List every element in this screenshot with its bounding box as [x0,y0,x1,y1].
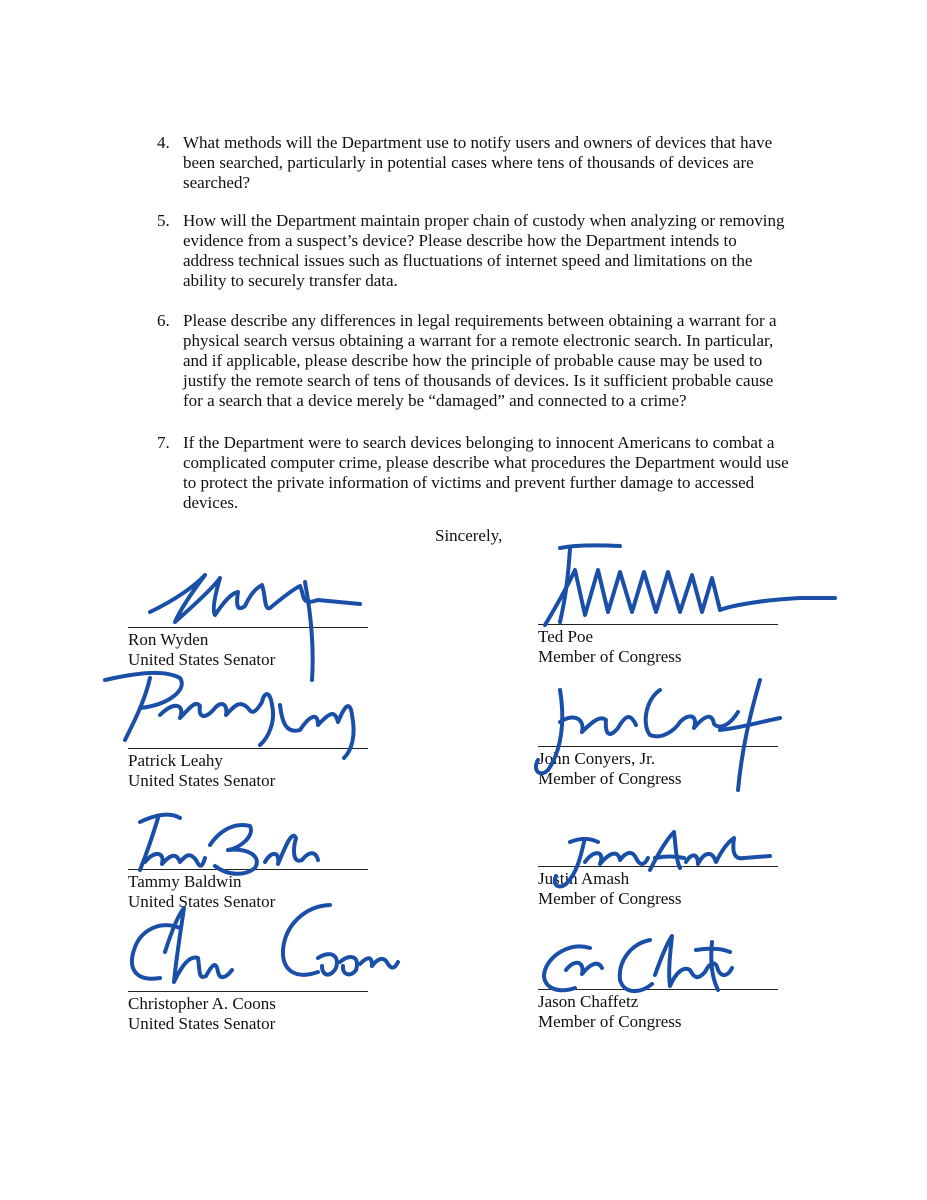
signatory-name: Justin Amash [538,869,630,888]
signature-coons-ink [132,905,398,982]
signature-line [538,746,778,747]
signature-leahy-ink [105,673,354,758]
signatory-title: Member of Congress [538,1012,682,1031]
signatory-name: Jason Chaffetz [538,992,639,1011]
signature-line [128,991,368,992]
closing-salutation: Sincerely, [435,526,503,545]
signature-line [128,627,368,628]
signature-line [128,748,368,749]
question-text [183,433,817,513]
signature-poe-ink [545,545,835,625]
signatory-name: Christopher A. Coons [128,994,276,1013]
question-text [183,311,817,411]
signatory-title: Member of Congress [538,889,682,908]
signatory-name: Tammy Baldwin [128,872,242,891]
question-line: Please describe any differences in legal requirements between obtaining a warrant for a [183,311,777,330]
question-line: What methods will the Department use to notify users and owners of devices that have [183,133,773,152]
question-number: 5. [157,211,170,230]
signatory-title: United States Senator [128,892,276,911]
question-line: been searched, particularly in potential cases where tens of thousands of devices are [183,153,754,172]
question-line: justify the remote search of tens of thousands of devices. Is it sufficient probable cause [183,371,774,390]
signature-baldwin-ink [140,815,318,874]
signatory-name: Ron Wyden [128,630,209,649]
question-number: 4. [157,133,170,152]
signature-chaffetz-ink [544,936,732,991]
question-text [183,133,817,193]
question-line: If the Department were to search devices belonging to innocent Americans to combat a [183,433,775,452]
signatory-title: United States Senator [128,650,276,669]
signatory-name: John Conyers, Jr. [538,749,656,768]
question-line: address technical issues such as fluctuations of internet speed and limitations on the [183,251,753,270]
question-line: physical search versus obtaining a warrant for a remote electronic search. In particular, [183,331,774,350]
question-line: ability to securely transfer data. [183,271,398,290]
question-number: 6. [157,311,170,330]
signatory-name: Ted Poe [538,627,593,646]
question-line: complicated computer crime, please describe what procedures the Department would use [183,453,789,472]
signatory-title: Member of Congress [538,769,682,788]
question-line: evidence from a suspect’s device? Please describe how the Department intends to [183,231,737,250]
question-line: devices. [183,493,239,512]
question-line: searched? [183,173,251,192]
signatory-name: Patrick Leahy [128,751,223,770]
signature-line [128,869,368,870]
question-line: for a search that a device merely be “damaged” and connected to a crime? [183,391,687,410]
signature-line [538,989,778,990]
signatory-title: United States Senator [128,771,276,790]
signature-line [538,866,778,867]
question-line: How will the Department maintain proper chain of custody when analyzing or removing [183,211,785,230]
question-line: and if applicable, please describe how the principle of probable cause may be used to [183,351,763,370]
signatory-title: United States Senator [128,1014,276,1033]
signature-line [538,624,778,625]
question-text [183,211,817,291]
signatory-title: Member of Congress [538,647,682,666]
question-line: to protect the private information of victims and prevent further damage to accessed [183,473,755,492]
question-number: 7. [157,433,170,452]
